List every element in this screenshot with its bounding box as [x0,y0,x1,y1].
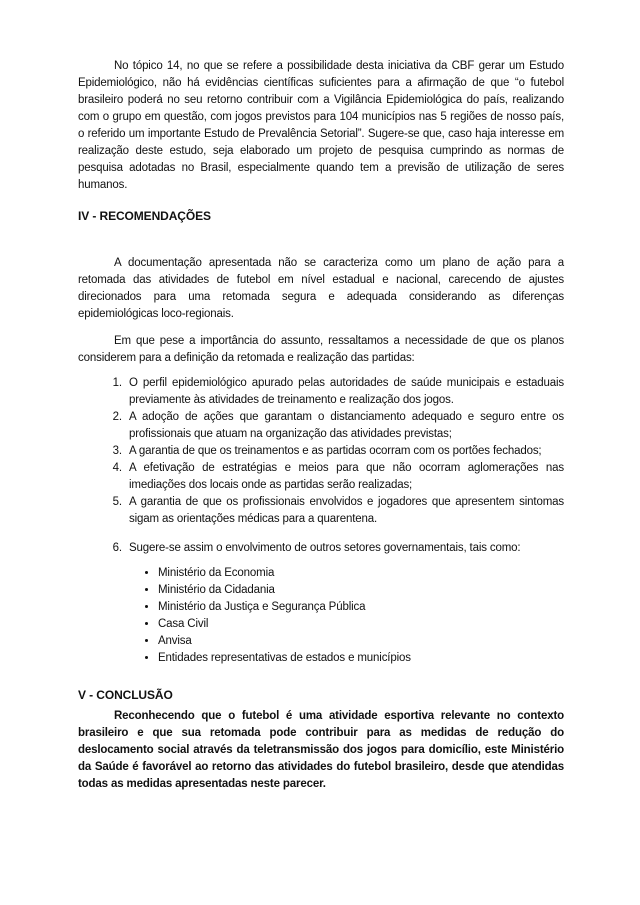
numbered-item-3: 3. A garantia de que os treinamentos e as partidas ocorram com os portões fechados; [125,443,564,460]
bullet-item-entidades-representativas: • Entidades representativas de estados e municípios [158,650,564,667]
bullet-item-ministerio-economia: • Ministério da Economia [158,565,564,582]
recommendations-paragraph-documentation: A documentação apresentada não se caracteriza como um plano de ação para a retomada das atividades de futebol em nível estadual e nacional, carecendo de ajustes direcionados para uma retomada segura e adequada considerando as diferenças epidemiológicas loco-regionais. [78,257,564,320]
numbered-item-2: 2. A adoção de ações que garantam o distanciamento adequado e seguro entre os profissionais que atuam na organização das atividades previstas; [125,409,564,443]
bullet-item-casa-civil: • Casa Civil [158,616,564,633]
recommendations-paragraph-plans: Em que pese a importância do assunto, ressaltamos a necessidade de que os planos considerem para a definição da retomada e realização das partidas: [78,335,564,364]
numbered-item-5: 5. A garantia de que os profissionais envolvidos e jogadores que apresentem sintomas sigam as orientações médicas para a quarentena. [125,494,564,528]
numbered-item-1: 1. O perfil epidemiológico apurado pelas autoridades de saúde municipais e estaduais previamente às atividades de treinamento e realização dos jogos. [125,375,564,409]
intro-paragraph: No tópico 14, no que se refere a possibilidade desta iniciativa da CBF gerar um Estudo Epidemiológico, não há evidências científicas suficientes para a afirmação de que “o futebol brasileiro poderá no seu retorno contribuir com a Vigilância Epidemiológica do país, realizando com o grupo em questão, com jogos previstos para 104 municípios nas 5 regiões de nosso país, o referido um importante Estudo de Prevalência Setorial”. Sugere-se que, caso haja interesse em realização deste estudo, seja elaborado um projeto de pesquisa cumprindo as normas de pesquisa adotadas no Brasil, especialmente quando tem a previsão de utilização de seres humanos. [78,60,564,191]
section-v-heading: V - CONCLUSÃO [78,688,173,702]
numbered-item-6: 6. Sugere-se assim o envolvimento de outros setores governamentais, tais como: [125,540,564,557]
conclusion-paragraph: Reconhecendo que o futebol é uma atividade esportiva relevante no contexto brasileiro e que sua retomada pode contribuir para as medidas de redução do deslocamento social através da teletransmissão dos jogos para domicílio, este Ministério da Saúde é favorável ao retorno das atividades do futebol brasileiro, desde que atendidas todas as medidas apresentadas neste parecer. [78,710,564,790]
bullet-item-anvisa: • Anvisa [158,633,564,650]
government-sectors-bullet-list [78,565,564,667]
bullet-item-ministerio-cidadania: • Ministério da Cidadania [158,582,564,599]
bullet-item-ministerio-justica: • Ministério da Justiça e Segurança Pública [158,599,564,616]
numbered-item-4: 4. A efetivação de estratégias e meios para que não ocorram aglomerações nas imediações dos locais onde as partidas serão realizadas; [125,460,564,494]
section-iv-heading: IV - RECOMENDAÇÕES [78,209,211,223]
recommendations-numbered-list [78,375,564,557]
